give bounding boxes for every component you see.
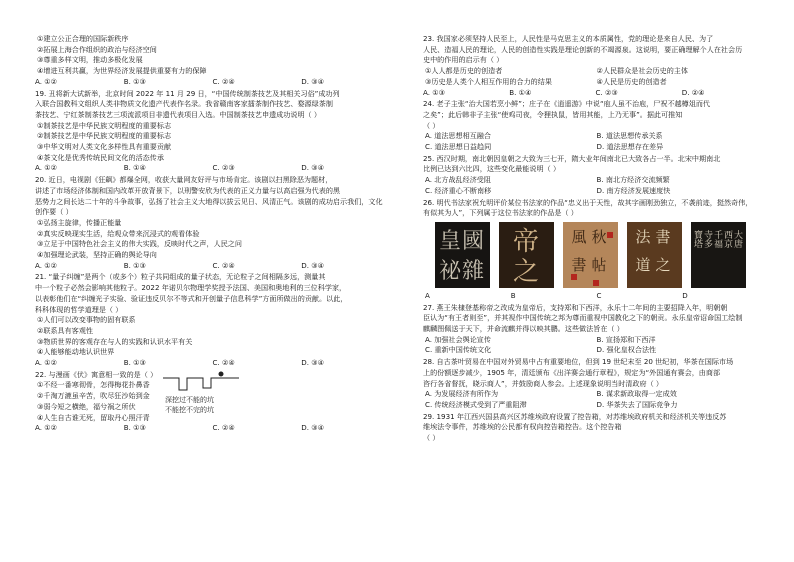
line-text: ④人能够能动地认识世界	[37, 347, 115, 357]
question-line	[35, 294, 390, 305]
line-text: ②联系具有客观性	[37, 325, 94, 335]
question-stem	[423, 99, 768, 110]
answer-options	[423, 66, 768, 77]
question-line	[35, 197, 390, 208]
calligraphy-glyph: 道	[635, 255, 651, 274]
calligraphy-image	[627, 222, 682, 288]
answer-option[interactable]: D. ③④	[301, 358, 324, 368]
line-text: 以表彰他们在“纠缠光子实验、验证违反贝尔不等式和开创量子信息科学”方面所做出的贡献。以此，	[35, 293, 348, 303]
answer-option[interactable]: D. 华茶失去了国际竞争力	[596, 399, 678, 409]
question-line	[35, 66, 390, 77]
answer-option[interactable]: ①人人都是历史的创造者	[425, 66, 503, 76]
line-text: 29. 1931 年江西兴国县高兴区苏维埃政府设置了控告箱，对苏维埃政府机关和经济机关等违反苏	[423, 411, 727, 421]
answer-option[interactable]: C. 经济重心不断南移	[425, 185, 492, 195]
line-text: 中一个粒子必然会影响其他粒子。2022 年诺贝尔物理学奖授予法国、美国和奥地利的三位科学家，	[35, 283, 347, 293]
question-line	[35, 283, 390, 294]
line-text: ④人生自古谁无死，留取丹心照汗青	[37, 412, 150, 422]
question-line	[35, 110, 390, 121]
answer-options	[423, 175, 768, 186]
answer-option[interactable]: A. 为发展经济有所作为	[425, 389, 499, 399]
cartoon-illustration	[161, 370, 241, 420]
question-line	[35, 142, 390, 153]
answer-option[interactable]: B. ①③	[123, 76, 146, 86]
answer-option[interactable]: D. ③④	[301, 260, 324, 270]
answer-option[interactable]: C. ②③	[212, 163, 235, 173]
question-line	[35, 347, 390, 358]
calligraphy-glyph: 雜	[461, 258, 485, 284]
line-text: 27. 燕王朱棣登基称帝之改成为皇帝后，支持郑和下西洋，永乐十二年间的主要招降入年，明朝朝	[423, 302, 728, 312]
line-text: 创作要（ ）	[35, 207, 73, 217]
question-line	[423, 368, 768, 379]
answer-option[interactable]: C. ②④	[212, 358, 235, 368]
line-text: ③尊重多样文明，推动多极化发展	[37, 55, 143, 65]
question-line	[35, 55, 390, 66]
answer-option[interactable]: A. ①②	[35, 423, 57, 433]
line-text: 茶技艺、宁红茶制茶技艺三项流派项目非遗代表项目入选。中国制茶技艺申遗成功说明（ ）	[35, 109, 322, 119]
answer-options	[423, 291, 768, 302]
answer-option[interactable]: B. 宣扬郑和下西洋	[596, 334, 656, 344]
line-text: 上的份额逐步减少，1905 年，清廷颁布《出洋赛会通行章程》，规定为“外国通有赛会，由商部	[423, 367, 721, 377]
calligraphy-images	[435, 222, 768, 288]
line-text: ④茶文化是优秀传统民间文化的活态传承	[37, 152, 164, 162]
answer-option[interactable]: C. 重新中国传统文化	[425, 345, 492, 355]
line-text: 28. 自古茶叶贸易在中国对外贸易中占有重要地位，但到 19 世纪末至 20 世纪初，华茶在国际市场	[423, 357, 734, 367]
question-line	[35, 326, 390, 337]
question-line	[35, 131, 390, 142]
cartoon-caption: 深挖过不能的坑	[165, 395, 215, 404]
line-text: 恶势力之间长达二十年的斗争故事，弘扬了社会主义大地得以拔云见日、风清正气。该剧的成功启示我们，文化	[35, 196, 383, 206]
calligraphy-glyph: 之	[655, 255, 671, 274]
line-text: ③立足于中国特色社会主义的伟大实践，反映时代之声，人民之问	[37, 239, 242, 249]
calligraphy-image	[563, 222, 618, 288]
answer-option[interactable]: C. 传统经济模式受到了严重阻滞	[425, 399, 527, 409]
line-text: 23. 我国家必须坚持人民至上，人民性是马克思主义的本质属性，党的理论是来自人民、为了	[423, 34, 714, 43]
question-line	[35, 207, 390, 218]
answer-option[interactable]: A. 加强社会舆论宣传	[425, 334, 491, 344]
line-text: ③弱今短之横绝，福兮祸之所伏	[37, 401, 136, 411]
line-text: ③物质世界的客观存在与人的实践和认识水平有关	[37, 336, 193, 346]
question-line	[423, 422, 768, 433]
calligraphy-glyph: 祕	[438, 258, 462, 284]
calligraphy-glyph: 皇	[438, 228, 462, 254]
answer-options	[423, 186, 768, 197]
answer-option[interactable]: C. ②④	[212, 260, 235, 270]
question-stem	[423, 303, 768, 314]
answer-option[interactable]: D. ②④	[681, 87, 705, 97]
answer-options	[35, 358, 390, 369]
line-text: 有似其为人”，下列属于这位书法家的作品是（ ）	[423, 208, 578, 218]
calligraphy-panel	[499, 222, 554, 288]
left-column	[35, 34, 390, 434]
answer-option[interactable]: D. ③④	[301, 76, 324, 86]
calligraphy-glyph: 國	[461, 228, 485, 254]
line-text: 之矣”；此后韩非子主张“使鸡司夜，令狸执鼠，皆用其能，上乃无事”。据此可推知	[423, 109, 683, 119]
answer-option[interactable]: ④人民是历史的创造者	[596, 76, 667, 86]
calligraphy-image	[499, 222, 554, 288]
answer-option[interactable]: B. ①③	[123, 260, 146, 270]
line-text: （ ）	[423, 120, 440, 130]
line-text: ①弘扬主旋律，传播正能量	[37, 217, 122, 227]
line-text: ②拓展上海合作组织的政治与经济空间	[37, 44, 157, 54]
right-column	[423, 34, 768, 444]
line-text: 人民、造福人民的理论，人民的创造性实践是理论创新的不竭源泉。这说明，要正确理解个人在社会历	[423, 44, 743, 54]
answer-options	[423, 400, 768, 411]
line-text: 22. 与漫画《伏》寓意相一致的是（ ）	[35, 369, 158, 379]
answer-option[interactable]: C. 道法思想日益趋同	[425, 142, 492, 152]
line-text: ②真实反映现实生活，给观众带来沉浸式的观看体验	[37, 228, 200, 238]
answer-option[interactable]: D	[682, 290, 688, 300]
seal-stamp	[571, 274, 577, 280]
line-text: ④加强理论武装，坚持正确的舆论导向	[37, 250, 157, 260]
line-text: 比例已达到六比四，这些变化最能说明（ ）	[423, 164, 561, 174]
calligraphy-glyph: 大唐	[732, 229, 742, 248]
line-text: （ ）	[423, 433, 440, 443]
question-stem	[423, 154, 768, 165]
line-text: ①人们可以改变事物的固有联系	[37, 315, 136, 325]
question-stem	[423, 412, 768, 423]
answer-options	[423, 142, 768, 153]
line-text: ①建立公正合理的国际新秩序	[37, 34, 129, 43]
calligraphy-glyph: 千福	[712, 229, 722, 248]
answer-option[interactable]: ②人民群众是社会历史的主体	[596, 66, 688, 76]
digger-figure	[219, 371, 224, 376]
answer-option[interactable]: B. ①④	[123, 163, 146, 173]
question-line	[35, 153, 390, 164]
answer-option[interactable]: B	[510, 290, 516, 300]
question-line	[423, 55, 768, 66]
line-text: 19. 丑将新大试新举，北京时间 2022 年 11 月 29 日，“中国传统制茶技艺及其相关习俗”成功列	[35, 88, 340, 98]
answer-option[interactable]: B. ①③	[123, 358, 146, 368]
question-line	[35, 239, 390, 250]
line-text: 麒麟图佩送于天下，并命流麒并得以映其鹏。这些做法旨在（ ）	[423, 324, 624, 334]
answer-option[interactable]: A. ①②	[35, 358, 57, 368]
answer-option[interactable]: B. 南北方经济交流频繁	[596, 175, 670, 185]
question-line	[35, 229, 390, 240]
calligraphy-image	[691, 222, 746, 288]
answer-options	[423, 131, 768, 142]
answer-options	[35, 261, 390, 272]
question-line	[423, 34, 768, 45]
question-line	[35, 250, 390, 261]
line-text: 科科体现的哲学道理是（ ）	[35, 304, 123, 314]
line-text: 入联合国教科文组织人类非物质文化遗产代表作名录。我省赣南客家擂茶制作技艺、婺源绿茶制	[35, 99, 333, 109]
question-line	[423, 121, 768, 132]
answer-options	[423, 77, 768, 88]
line-text: ②千淘万漉虽辛苦，吹尽狂沙始到金	[37, 391, 150, 401]
line-text: ①不经一番寒彻骨，怎得梅花扑鼻香	[37, 380, 150, 390]
calligraphy-glyph: 秋	[591, 227, 607, 246]
line-text: 讲述了市场经济体制和国内改革开放背景下，以刑警安欣为代表的正义力量与以高启强为代表的黑	[35, 185, 341, 195]
question-stem	[35, 175, 390, 186]
answer-option[interactable]: C. ②④	[212, 423, 235, 433]
answer-option[interactable]: A. 北方战乱经济受阻	[425, 175, 491, 185]
calligraphy-glyph: 帝	[512, 226, 540, 257]
seal-stamp	[593, 280, 599, 286]
ground-line	[163, 378, 239, 390]
calligraphy-panel	[435, 222, 490, 288]
question-stem	[423, 198, 768, 209]
answer-option[interactable]: A. 道法思想相互融合	[425, 131, 491, 141]
calligraphy-glyph: 書	[571, 255, 587, 274]
answer-options	[35, 77, 390, 88]
question-line	[423, 110, 768, 121]
answer-option[interactable]: A. ①②	[35, 260, 57, 270]
answer-option[interactable]: C. ②④	[212, 76, 235, 86]
answer-option[interactable]: D. 强化皇权合法性	[596, 345, 657, 355]
line-text: 维埃法令事件，苏维埃的公民都有权向控告箱控告。这个控告箱	[423, 422, 622, 432]
line-text: 26. 明代书法家祝允明评价某位书法家的作品“忠义出于天性，故其字画刚劲独立，不袭前迹，挺然奇伟，	[423, 197, 753, 207]
calligraphy-glyph: 帖	[591, 255, 607, 274]
answer-options	[35, 163, 390, 174]
line-text: 21. “量子纠缠”是两个（或多个）粒子共同组成的量子状态，无论粒子之间相隔多远，测量其	[35, 272, 326, 282]
answer-option[interactable]: ③历史是人类个人相互作用的合力的结果	[425, 76, 552, 86]
line-text: 24. 老子主张“治大国若烹小鲜”；庄子在《逍遥游》中说“庖人虽不治庖，尸祝不越樽俎而代	[423, 99, 711, 109]
question-line	[35, 186, 390, 197]
cartoon-image	[161, 370, 241, 416]
question-stem	[423, 357, 768, 368]
answer-option[interactable]: C. ②③	[595, 87, 618, 97]
question-line	[35, 315, 390, 326]
question-line	[423, 433, 768, 444]
question-line	[423, 324, 768, 335]
line-text: ①制茶技艺是中华民族文明程度的重要标志	[37, 120, 172, 130]
answer-option[interactable]: D. ③④	[301, 423, 324, 433]
answer-option[interactable]: B. ①④	[509, 87, 532, 97]
line-text: 25. 西汉时期，南北朝因皇朝之大致为三七开，隋大业年间南北已大致各占一半。北宋中期南北	[423, 153, 721, 163]
answer-option[interactable]: C	[596, 290, 602, 300]
question-line	[35, 45, 390, 56]
line-text: 史中的作用的启示有（ ）	[423, 55, 504, 65]
question-line	[423, 313, 768, 324]
answer-option[interactable]: B. 道法思想传承关系	[596, 131, 663, 141]
calligraphy-glyph: 書	[655, 227, 671, 246]
answer-option[interactable]: A. ①②	[35, 163, 57, 173]
answer-options	[423, 88, 768, 99]
answer-option[interactable]: B. 谋求新政取得一定成效	[596, 389, 677, 399]
line-text: ④增进互利共赢，为世界经济发展提供重要有力的保障	[37, 66, 207, 76]
calligraphy-glyph: 西京	[722, 229, 732, 248]
question-line	[35, 121, 390, 132]
answer-option[interactable]: B. ①③	[123, 423, 146, 433]
calligraphy-glyph: 之	[512, 256, 540, 287]
calligraphy-panel	[627, 222, 682, 288]
answer-option[interactable]: D. ③④	[301, 163, 324, 173]
line-text: 臣认为“有王者则至”，并其视作中国传统之邦为尊而重视中国教化之下的朝贡。永乐皇帝诏命国工绘制	[423, 313, 743, 323]
calligraphy-image	[435, 222, 490, 288]
cartoon-caption: 不能挖不完的坑	[165, 405, 215, 414]
calligraphy-glyph: 寶塔	[692, 229, 702, 248]
line-text: ②制茶技艺是中华民族文明程度的重要标志	[37, 131, 172, 141]
calligraphy-glyph: 風	[571, 227, 587, 246]
question-line	[35, 218, 390, 229]
question-line	[423, 379, 768, 390]
question-line	[423, 45, 768, 56]
answer-option[interactable]: A. ①③	[423, 87, 445, 97]
question-line	[35, 99, 390, 110]
calligraphy-panel	[563, 222, 618, 288]
answer-option[interactable]: D. 南方经济发展速度快	[596, 185, 671, 195]
answer-options	[423, 335, 768, 346]
answer-options	[423, 345, 768, 356]
answer-option[interactable]: A	[425, 290, 430, 300]
question-line	[35, 337, 390, 348]
question-line	[35, 305, 390, 316]
answer-option[interactable]: D. 道法思想存在差异	[596, 142, 664, 152]
answer-option[interactable]: A. ①②	[35, 76, 57, 86]
answer-options	[35, 423, 390, 434]
line-text: ③中华文明对人类文化多样性具有重要贡献	[37, 142, 172, 152]
calligraphy-glyph: 寺多	[702, 229, 712, 248]
answer-options	[423, 389, 768, 400]
line-text: 咨行各省督抚，晓示商人”，并鼓励商人参会。上述现象说明当时清政府（ ）	[423, 378, 664, 388]
question-stem	[35, 272, 390, 283]
calligraphy-panel	[691, 222, 746, 288]
calligraphy-glyph: 法	[635, 227, 651, 246]
question-line	[35, 34, 390, 45]
question-line	[423, 208, 768, 219]
seal-stamp	[607, 232, 613, 238]
question-stem	[35, 89, 390, 100]
question-line	[423, 164, 768, 175]
line-text: 20. 近日，电视剧《狂飙》都爆全网，收获大量网友好评与市场肯定。该剧以扫黑除恶为题材，	[35, 175, 333, 185]
